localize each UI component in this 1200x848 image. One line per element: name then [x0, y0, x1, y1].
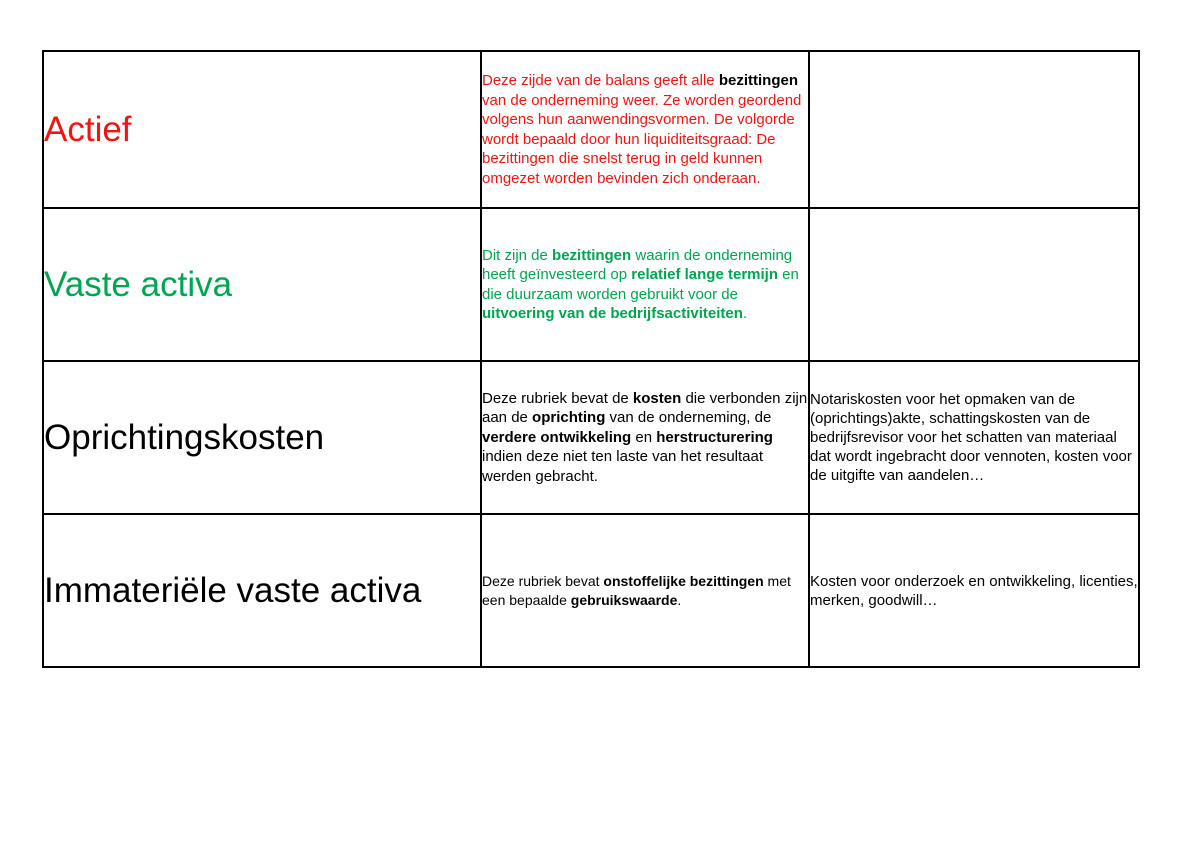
description-text: Deze rubriek bevat de — [482, 389, 633, 407]
description-cell — [481, 514, 809, 667]
example-cell — [809, 208, 1139, 361]
table-row-immateriele-vaste-activa — [43, 514, 1139, 667]
term-cell: Vaste activa — [43, 208, 481, 361]
description-bold-text: bezittingen — [718, 72, 798, 89]
description-bold-text: kosten — [632, 389, 682, 407]
description-text: waarin de onderneming heeft geïnvesteerd op — [482, 246, 793, 283]
description-text: . — [677, 591, 682, 608]
description-bold-text: onstoffelijke bezittingen — [603, 572, 764, 589]
description-cell — [481, 361, 809, 514]
description-text: Dit zijn de — [482, 246, 553, 264]
table-row-oprichtingskosten — [43, 361, 1139, 514]
description-bold-text: bezittingen — [552, 246, 632, 264]
description-cell — [481, 51, 809, 208]
description-text: indien deze niet ten laste van het resultaat werden gebracht. — [482, 448, 764, 485]
description-cell — [481, 208, 809, 361]
table-row-actief — [43, 51, 1139, 208]
description-text: van de onderneming weer. Ze worden geordend volgens hun aanwendingsvormen. De volgorde wordt bepaald door hun liquiditeitsgraad: De bezittingen die snelst terug in geld kunnen omgezet worden bevinden zich onderaan. — [482, 91, 802, 187]
description-text: Deze zijde van de balans geeft alle — [482, 72, 719, 89]
description-bold-text: verdere ontwikkeling — [482, 428, 632, 446]
example-cell: Kosten voor onderzoek en ontwikkeling, licenties, merken, goodwill… — [809, 514, 1139, 667]
table-row-vaste-activa — [43, 208, 1139, 361]
example-cell: Notariskosten voor het opmaken van de (oprichtings)akte, schattingskosten van de bedrijfsrevisor voor het schatten van materiaal dat wordt ingebracht door vennoten, kosten voor de uitgifte van aandelen… — [809, 361, 1139, 514]
description-text: en — [631, 428, 657, 446]
description-bold-text: gebruikswaarde — [570, 591, 678, 608]
description-text: Deze rubriek bevat — [482, 572, 604, 589]
balance-sheet-table — [42, 50, 1140, 668]
description-text: die verbonden zijn aan de — [482, 389, 808, 427]
term-cell: Oprichtingskosten — [43, 361, 481, 514]
description-text: van de onderneming, de — [605, 409, 772, 427]
term-cell: Actief — [43, 51, 481, 208]
description-bold-text: oprichting — [532, 409, 606, 427]
description-bold-text: herstructurering — [656, 428, 773, 446]
description-bold-text: uitvoering van de bedrijfsactiviteiten — [482, 305, 743, 322]
term-cell: Immateriële vaste activa — [43, 514, 481, 667]
description-bold-text: relatief lange termijn — [631, 266, 778, 283]
description-text: met een bepaalde — [482, 572, 791, 608]
description-text: . — [742, 305, 748, 322]
description-text: en die duurzaam worden gebruikt voor de — [482, 266, 799, 303]
example-cell — [809, 51, 1139, 208]
